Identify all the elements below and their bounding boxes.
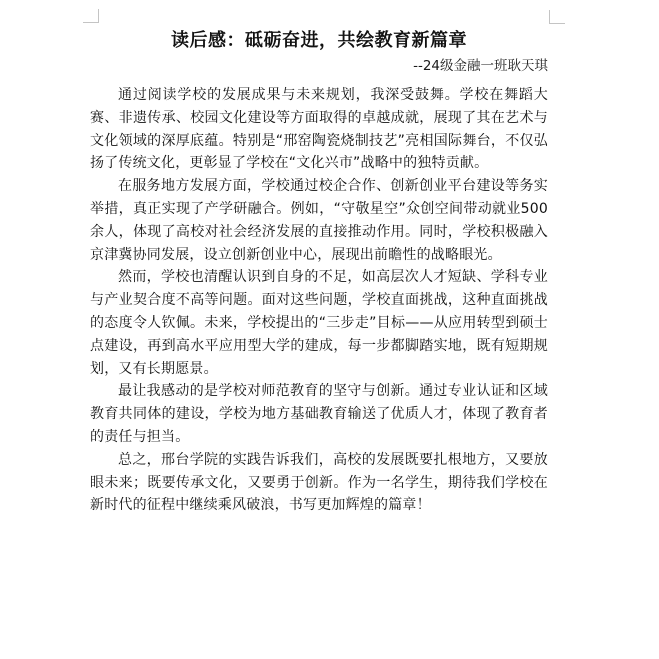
document-title: 读后感：砥砺奋进，共绘教育新篇章 bbox=[171, 30, 467, 51]
paragraph: 最让我感动的是学校对师范教育的坚守与创新。通过专业认证和区域教育共同体的建设，学校为地方基础教育输送了优质人才，体现了教育者的责任与担当。 bbox=[90, 383, 548, 445]
paragraph: 总之，邢台学院的实践告诉我们，高校的发展既要扎根地方，又要放眼未来；既要传承文化，又要勇于创新。作为一名学生，期待我们学校在新时代的征程中继续乘风破浪，书写更加辉煌的篇章！ bbox=[90, 451, 548, 514]
document-content bbox=[90, 22, 548, 517]
byline: --24级金融一班耿天琪 bbox=[413, 58, 548, 74]
paragraph: 在服务地方发展方面，学校通过校企合作、创新创业平台建设等务实举措，真正实现了产学研融合。例如，“守敬星空”众创空间带动就业500余人，体现了高校对社会经济发展的直接推动作用。同时，学校积极融入京津冀协同发展，设立创新创业中心，展现出前瞻性的战略眼光。 bbox=[90, 178, 548, 263]
document-body bbox=[90, 84, 548, 517]
crop-mark-top-left bbox=[83, 9, 99, 23]
paragraph: 通过阅读学校的发展成果与未来规划，我深受鼓舞。学校在舞蹈大赛、非遗传承、校园文化建设等方面取得的卓越成就，展现了其在艺术与文化领域的深厚底蕴。特别是“邢窑陶瓷烧制技艺”亮相国际舞台，不仅弘扬了传统文化，更彰显了学校在“文化兴市”战略中的独特贡献。 bbox=[90, 87, 548, 172]
crop-mark-top-right bbox=[549, 10, 565, 24]
paragraph: 然而，学校也清醒认识到自身的不足，如高层次人才短缺、学科专业与产业契合度不高等问题。面对这些问题，学校直面挑战，这种直面挑战的态度令人钦佩。未来，学校提出的“三步走”目标——从应用转型到硕士点建设，再到高水平应用型大学的建成，每一步都脚踏实地，既有短期规划，又有长期愿景。 bbox=[90, 269, 548, 377]
